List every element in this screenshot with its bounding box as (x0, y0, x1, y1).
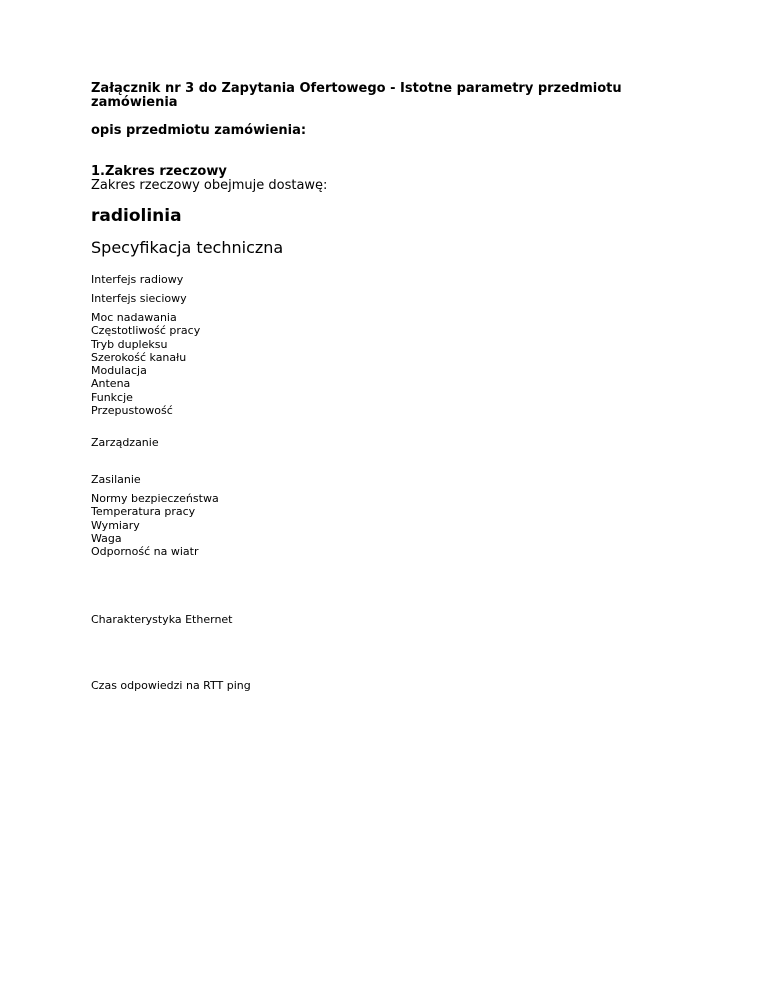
param-item: Odporność na wiatr (91, 545, 199, 559)
param-item: Temperatura pracy (91, 505, 196, 519)
document-page (91, 81, 651, 692)
param-network-interface: Interfejs sieciowy (91, 292, 187, 305)
param-item: Modulacja (91, 364, 147, 378)
param-item: Tryb dupleksu (91, 337, 168, 351)
param-item: Antena (91, 377, 131, 391)
param-item: Częstotliwość pracy (91, 324, 201, 338)
param-rtt: Czas odpowiedzi na RTT ping (91, 679, 251, 692)
param-group-radio (91, 311, 200, 417)
param-group-physical (91, 492, 219, 558)
param-item: Normy bezpieczeństwa (91, 492, 219, 505)
param-power-supply: Zasilanie (91, 473, 141, 486)
product-name: radiolinia (91, 206, 182, 226)
subject-description: opis przedmiotu zamówienia: (91, 123, 307, 138)
param-item: Waga (91, 531, 122, 545)
param-item: Moc nadawania (91, 311, 177, 324)
param-management: Zarządzanie (91, 436, 159, 449)
annex-title: Załącznik nr 3 do Zapytania Ofertowego - Istotne parametry przedmiotu zamówienia (91, 81, 622, 110)
param-item: Przepustowość (91, 404, 173, 418)
scope-text: Zakres rzeczowy obejmuje dostawę: (91, 178, 328, 193)
param-item: Szerokość kanału (91, 350, 187, 364)
scope-heading: 1.Zakres rzeczowy (91, 164, 227, 179)
param-item: Funkcje (91, 390, 133, 404)
param-ethernet: Charakterystyka Ethernet (91, 613, 233, 626)
param-item: Wymiary (91, 518, 140, 532)
spec-title: Specyfikacja techniczna (91, 238, 284, 257)
param-radio-interface: Interfejs radiowy (91, 273, 184, 286)
